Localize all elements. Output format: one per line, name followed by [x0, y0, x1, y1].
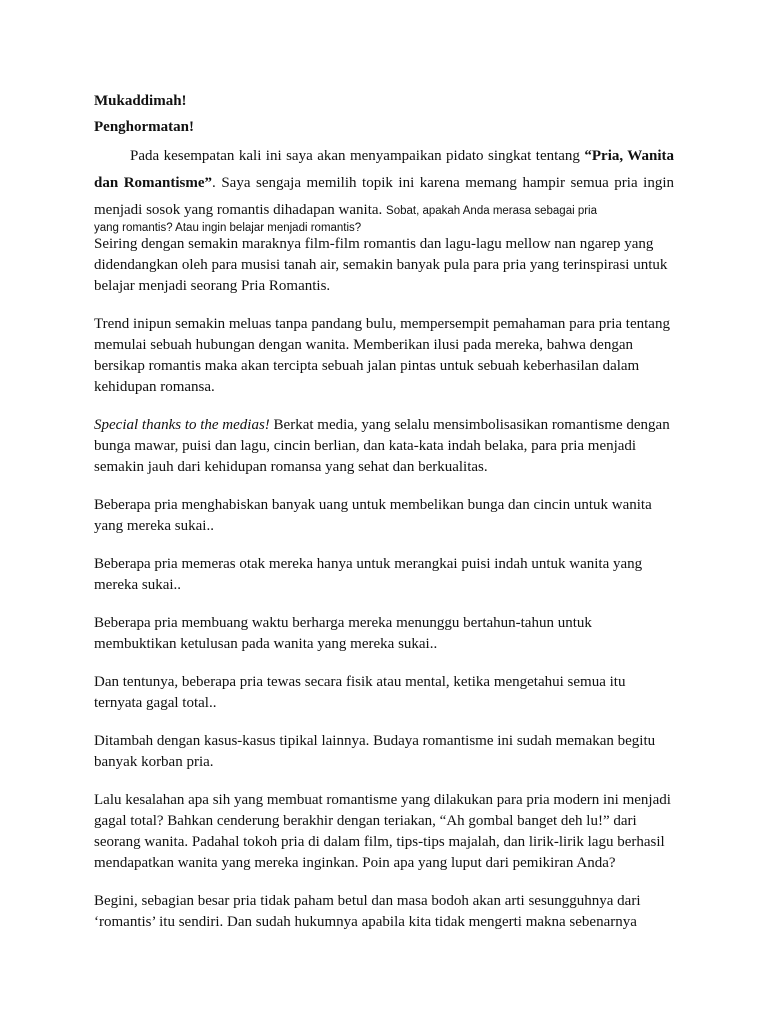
- intro-question-a: Sobat, apakah Anda merasa sebagai pria: [386, 205, 598, 217]
- heading-mukaddimah: Mukaddimah!: [94, 93, 187, 109]
- special-thanks-italic: Special thanks to the medias!: [94, 417, 270, 433]
- paragraph-4: Beberapa pria menghabiskan banyak uang untuk membelikan bunga dan cincin untuk wanita yang mereka sukai..: [94, 497, 652, 534]
- paragraph-10: Begini, sebagian besar pria tidak paham betul dan masa bodoh akan arti sesungguhnya dari ‘romantis’ itu sendiri. Dan sudah hukumnya apabila kita tidak mengerti makna sebenarnya: [94, 893, 641, 930]
- paragraph-3-text: Berkat media, yang selalu mensimbolisasikan romantisme dengan bunga mawar, puisi dan lagu, cincin berlian, dan kata-kata indah belaka, para pria menjadi semakin jauh dari kehidupan romansa yang sehat dan berkualitas.: [94, 417, 670, 475]
- paragraph-3: [94, 415, 674, 478]
- heading-penghormatan: Penghormatan!: [94, 119, 194, 135]
- paragraph-1: Seiring dengan semakin maraknya film-film romantis dan lagu-lagu mellow nan ngarep yang didendangkan oleh para musisi tanah air, semakin banyak pula para pria yang terinspirasi untuk belajar menjadi seorang Pria Romantis.: [94, 236, 668, 294]
- intro-rest: . Saya sengaja memilih topik ini karena memang hampir semua pria ingin menjadi sosok yang romantis dihadapan wanita.: [94, 175, 674, 218]
- paragraph-5: Beberapa pria memeras otak mereka hanya untuk merangkai puisi indah untuk wanita yang mereka sukai..: [94, 556, 643, 593]
- document-body: [94, 91, 674, 950]
- paragraph-7: Dan tentunya, beberapa pria tewas secara fisik atau mental, ketika mengetahui semua itu ternyata gagal total..: [94, 674, 626, 711]
- intro-paragraph: [94, 143, 674, 225]
- speech-title: “Pria, Wanita dan Romantisme”: [94, 148, 674, 191]
- paragraph-9: Lalu kesalahan apa sih yang membuat romantisme yang dilakukan para pria modern ini menjadi gagal total? Bahkan cenderung berakhir dengan teriakan, “Ah gombal banget deh lu!” dari seorang wanita. Padahal tokoh pria di dalam film, tips-tips majalah, dan lirik-lirik lagu berhasil mendapatkan wanita yang mereka inginkan. Poin apa yang luput dari pemikiran Anda?: [94, 792, 671, 871]
- paragraph-2: Trend inipun semakin meluas tanpa pandang bulu, mempersempit pemahaman para pria tentang memulai sebuah hubungan dengan wanita. Memberikan ilusi pada mereka, bahwa dengan bersikap romantis maka akan tercipta sebuah jalan pintas untuk sebuah keberhasilan dalam kehidupan romansa.: [94, 316, 670, 395]
- intro-lead: Pada kesempatan kali ini saya akan menyampaikan pidato singkat tentang: [130, 148, 585, 164]
- paragraph-8: Ditambah dengan kasus-kasus tipikal lainnya. Budaya romantisme ini sudah memakan begitu banyak korban pria.: [94, 733, 656, 770]
- paragraph-6: Beberapa pria membuang waktu berharga mereka menunggu bertahun-tahun untuk membuktikan ketulusan pada wanita yang mereka sukai..: [94, 615, 592, 652]
- intro-question-b: yang romantis? Atau ingin belajar menjadi romantis?: [94, 222, 362, 234]
